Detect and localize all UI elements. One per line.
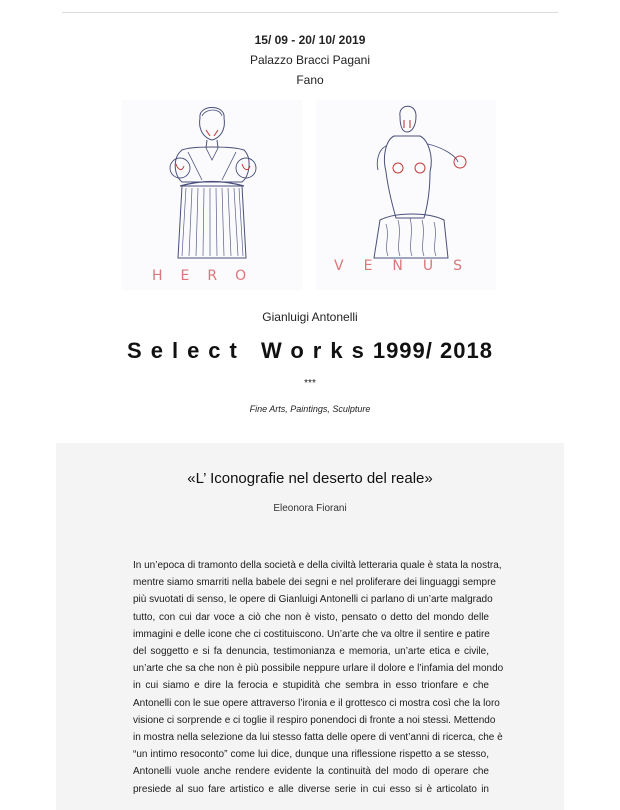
artist-name: Gianluigi Antonelli <box>262 310 358 324</box>
separator-stars: *** <box>304 378 316 389</box>
essay-body <box>133 557 504 798</box>
exhibition-info <box>0 30 620 90</box>
essay-title: «L’ Iconografie nel deserto del reale» <box>187 470 433 487</box>
essay-line: “un intimo resoconto” come lui dice, dunque una riflessione rispetto a se stesso, <box>133 749 489 761</box>
title-years: 1999/ 2018 <box>372 338 493 363</box>
essay-line: presiede al suo fare artistico e alle diverse serie in cui esso si è articolato in <box>133 783 489 795</box>
essay-line: in cui siamo e dire la ferocia e stupidità che sembra in esso trionfare e che <box>133 680 489 692</box>
essay-line: un’arte che sa che non è più possibile neppure urlare il dolore e l’infamia del mondo <box>133 663 504 675</box>
essay-line: Antonelli con le sue opere attraverso l’ironia e il grottesco ci mostra così che la loro <box>133 697 500 709</box>
essay-line: In un’epoca di tramonto della società e della civiltà letteraria quale è stata la nostra, <box>133 560 502 571</box>
exhibition-venue: Palazzo Bracci Pagani <box>249 53 371 67</box>
hero-caption-art: HERO <box>152 268 265 284</box>
essay-panel <box>56 443 564 810</box>
title-main: Select Works <box>127 338 373 363</box>
essay-author: Eleonora Fiorani <box>273 503 347 514</box>
venus-sketch-image <box>316 100 496 290</box>
essay-line: più svuotati di senso, le opere di Gianluigi Antonelli ci parlano di un’arte malgrado <box>133 594 493 606</box>
exhibition-subtitle: Fine Arts, Paintings, Sculpture <box>249 404 371 414</box>
essay-line: mentre siamo smarriti nella babele dei segni e nel proliferare dei linguaggi sempre <box>133 577 496 589</box>
essay-line: immagini e delle icone che ci costituiscono. Un’arte che va oltre il sentire e patire <box>133 628 490 640</box>
essay-line: del soggetto e si fa denuncia, testimonianza e memoria, un’arte etica e civile, <box>133 646 489 658</box>
venus-caption-art: VENUS <box>334 258 483 274</box>
essay-line: visione ci sorprende e ci toglie il respiro ponendoci di fronte a noi stessi. Mettendo <box>133 714 496 726</box>
hero-sketch-image <box>122 100 302 290</box>
top-divider <box>62 12 558 13</box>
essay-line: tutto, con cui dar voce a ciò che non è visto, pensato o detto del mondo delle <box>133 611 489 623</box>
essay-line: Antonelli vuole anche rendere evidente la continuità del modo di operare che <box>133 766 489 778</box>
essay-line: in mostra nella selezione da lui stesso fatta delle opere di vent’anni di ricerca, che è <box>133 732 503 744</box>
exhibition-title <box>0 338 620 364</box>
artwork-images <box>0 100 620 290</box>
exhibition-city: Fano <box>296 73 324 87</box>
exhibition-dates: 15/ 09 - 20/ 10/ 2019 <box>254 33 366 47</box>
